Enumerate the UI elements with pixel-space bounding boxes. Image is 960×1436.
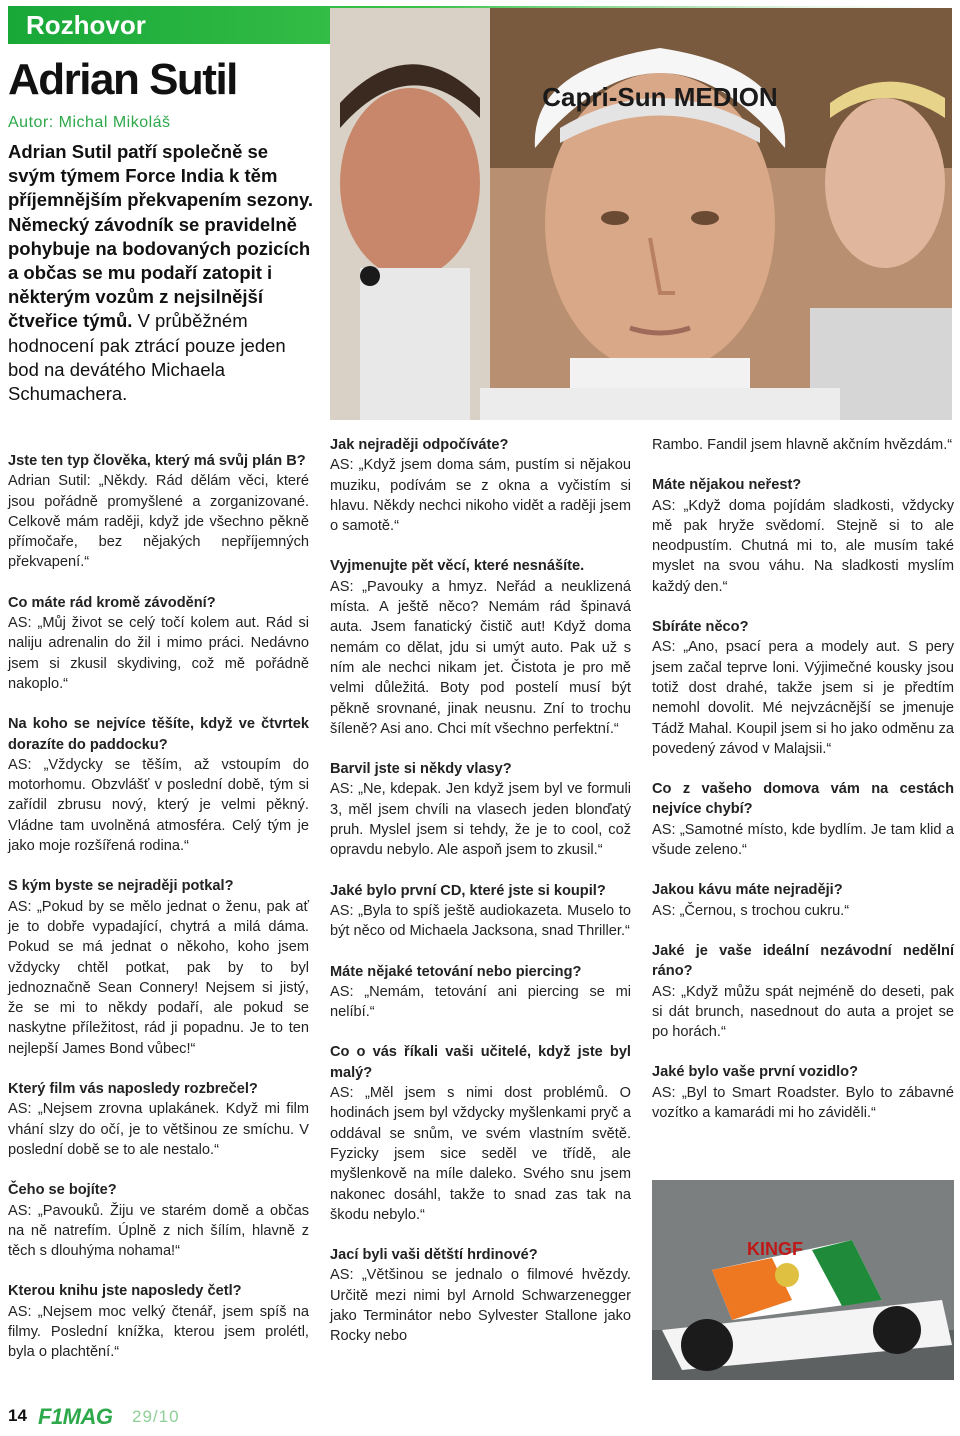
answer: AS: „Nejsem zrovna uplakánek. Když mi film vhání slzy do očí, je to většinou ze smíchu. V poslední době se to ale nestalo.“ [8,1101,309,1158]
qa-item [8,1079,309,1160]
question: Máte nějaké tetování nebo piercing? [330,963,582,980]
answer: AS: „Černou, s trochou cukru.“ [652,902,850,919]
answer: AS: „Ano, psací pera a modely aut. S pery jsem začal teprve loni. Výjimečné kousky jsou totiž dost drahé, takže jsem si je předtím nemohl dovolit. Mé nejvzácnější se jmenuje Tádž Mahal. Koupil jsem si ho jako odměnu za povedený závod v Malajsii.“ [652,639,954,757]
article-title: Adrian Sutil [8,55,237,104]
section-tag-label: Rozhovor [26,10,146,40]
answer: AS: „Měl jsem s nimi dost problémů. O hodinách jsem byl vždycky myšlenkami pryč a oddával se snům, ve svém vlastním světě. Fyzicky jsem sice seděl ve třídě, ale myšlenkově na míle daleko. Svého snu jsem nakonec dosáhl, takže to snad zas tak na škodu nebylo.“ [330,1085,631,1223]
question: Čeho se bojíte? [8,1182,117,1199]
question: Sbíráte něco? [652,619,749,636]
question: Co máte rád kromě závodění? [8,594,216,611]
qa-item [652,435,954,455]
qa-item [652,1062,954,1123]
lead-rest-text: V průběžném hodnocení pak ztrácí pouze jeden bod na devátého Michaela Schumachera. [8,310,286,405]
answer: AS: „Nemám, tetování ani piercing se mi nelíbí.“ [330,983,631,1021]
headset-mic-icon [360,266,380,286]
answer: AS: „Byl to Smart Roadster. Bylo to zábavné vozítko a kamarádi mi ho záviděli.“ [652,1084,954,1122]
answer: AS: „Když můžu spát nejméně do deseti, pak si dát brunch, nasednout do auta a projet se po horách.“ [652,983,954,1041]
qa-item [330,962,631,1023]
answer: AS: „Můj život se celý točí kolem aut. Rád si naliju adrenalin do žil i mimo práci. Nedávno jsem si zkusil skydiving, což mě pořádně nakoplo.“ [8,615,309,692]
question: Jací byli vaši dětští hrdinové? [330,1247,538,1264]
qa-item [8,876,309,1059]
car-sponsor-text: KINGF [747,1239,803,1259]
answer: AS: „Byla to spíš ještě audiokazeta. Muselo to být něco od Michaela Jacksona, snad Thriller.“ [330,902,631,940]
column-right [652,435,954,1143]
qa-item [330,1245,631,1346]
answer: AS: „Když doma pojídám sladkosti, vždycky mě pak hryže svědomí. Stejně si to ale neodpustím. Chutná mi to, ale musím také myslet na svou váhu. Na sladkosti myslím každý den.“ [652,497,954,595]
qa-item [8,451,309,573]
qa-item [330,556,631,739]
qa-item [652,880,954,921]
race-car-photo [652,1180,954,1380]
qa-item [330,759,631,860]
question: Co z vašeho domova vám na cestách nejvíce chybí? [652,781,954,818]
answer: AS: „Pavouků. Žiju ve starém domě a občas na ně natrefím. Úplně z nich šílím, hlavně z těch s dlouhýma nohama!“ [8,1202,309,1260]
question: Jaké bylo vaše první vozidlo? [652,1064,859,1081]
question: Který film vás naposledy rozbrečel? [8,1081,258,1098]
qa-item [652,779,954,860]
qa-item [652,475,954,597]
question: Jaké je vaše ideální nezávodní nedělní ráno? [652,942,954,980]
column-middle [330,435,631,1367]
question: Jste ten typ člověka, který má svůj plán B? [8,453,306,469]
qa-item [8,593,309,694]
qa-item [8,714,309,856]
portrait-illustration [330,8,952,420]
question: Kterou knihu jste naposledy četl? [8,1283,242,1300]
qa-item [652,617,954,759]
cap-logo-text: Capri-Sun MEDION [542,82,778,112]
qa-item [330,435,631,536]
answer: AS: „Vždycky se těším, až vstoupím do motorhomu. Obzvlášť v poslední době, tým si zařídil zbrusu nový, který je velmi pěkný. Vládne tam uvolněná atmosféra. Celý tým je jako moje rozšířená rodina.“ [8,756,309,855]
answer: Adrian Sutil: „Někdy. Rád dělám věci, které jsou pořádně promyšlené a zorganizované. Celkově mám raději, když jde všechno pěkně přímočaře, bez nějakých nepříjemných překvapení.“ [8,473,309,571]
answer: AS: „Když jsem doma sám, pustím si nějakou muziku, podívám se z okna a vyčistím si hlavu. Někdy nechci nikoho vidět a raději jsem o samotě.“ [330,457,631,535]
question: Na koho se nejvíce těšíte, když ve čtvrtek dorazíte do paddocku? [8,716,309,753]
qa-item [330,881,631,942]
question: Vyjmenujte pět věcí, které nesnášíte. [330,558,585,575]
qa-item [8,1281,309,1362]
answer: AS: „Samotné místo, kde bydlím. Je tam klid a všude zeleno.“ [652,821,954,859]
lead-paragraph [8,140,316,406]
lead-bold-text: Adrian Sutil patří společně se svým týmem Force India k těm příjemnějším překvapením sezony. Německý závodník se pravidelně pohybuje na bodovaných pozicích a občas se mu podaří zatopit i některým vozům z nejsilnější čtveřice týmů. [8,141,314,332]
author-line: Autor: Michal Mikoláš [8,114,171,131]
column-left [8,451,309,1383]
page-number: 14 [8,1406,27,1425]
portrait-photo [330,8,952,420]
qa-item [652,941,954,1042]
answer: AS: „Většinou se jednalo o filmové hvězdy. Určitě mezi nimi byl Arnold Schwarzenegger jako Terminátor nebo Sylvester Stallone jako Rocky nebo [330,1267,631,1345]
question: Jak nejraději odpočíváte? [330,437,509,453]
question: S kým byste se nejraději potkal? [8,878,234,895]
qa-item [330,1042,631,1225]
answer: AS: „Nejsem moc velký čtenář, jsem spíš na filmy. Poslední knížka, kterou jsem prolétl, byla o plachtění.“ [8,1303,309,1361]
answer: AS: „Pavouky a hmyz. Neřád a neuklizená místa. A ještě něco? Nemám rád špinavá auta. Jsem fanatický čistič aut! Když doma nemám co dělat, jdu si umýt auto. Pak už s ním ale nechci nikam jet. Čistota je pro mě velmi důležitá. Boty pod postelí musí být pěkně srovnané, jinak neusnu. Zní to trochu šíleně? Asi ano. Chci mít všechno perfektní.“ [330,578,631,737]
qa-item [8,1180,309,1261]
question: Jakou kávu máte nejraději? [652,882,843,899]
issue-number: 29/10 [132,1407,180,1426]
question: Co o vás říkali vaši učitelé, když jste byl malý? [330,1044,631,1081]
magazine-logo: F1MAG [38,1404,113,1429]
answer: AS: „Pokud by se mělo jednat o ženu, pak ať je to dobře vypadající, chytrá a milá dáma. Pokud se má jednat o někoho, koho jsem vždycky chtěl potkat, pak by to byl jednoznačně Sean Connery! Nejsem si jistý, že se mi to někdy podaří, ale pokud se naskytne příležitost, rád ji popadnu. Je to ten nejlepší James Bond vůbec!“ [8,898,309,1057]
question: Máte nějakou neřest? [652,477,802,494]
race-car-illustration [652,1180,954,1380]
question: Jaké bylo první CD, které jste si koupil? [330,882,606,899]
answer-continued: Rambo. Fandil jsem hlavně akčním hvězdám.“ [652,437,953,453]
answer: AS: „Ne, kdepak. Jen když jsem byl ve formuli 3, měl jsem chvíli na vlasech jeden blonďatý pruh. Myslel jsem si tehdy, že je to cool, což opravdu nebylo. Ale aspoň jsem to zkusil.“ [330,781,631,859]
question: Barvil jste si někdy vlasy? [330,761,512,778]
